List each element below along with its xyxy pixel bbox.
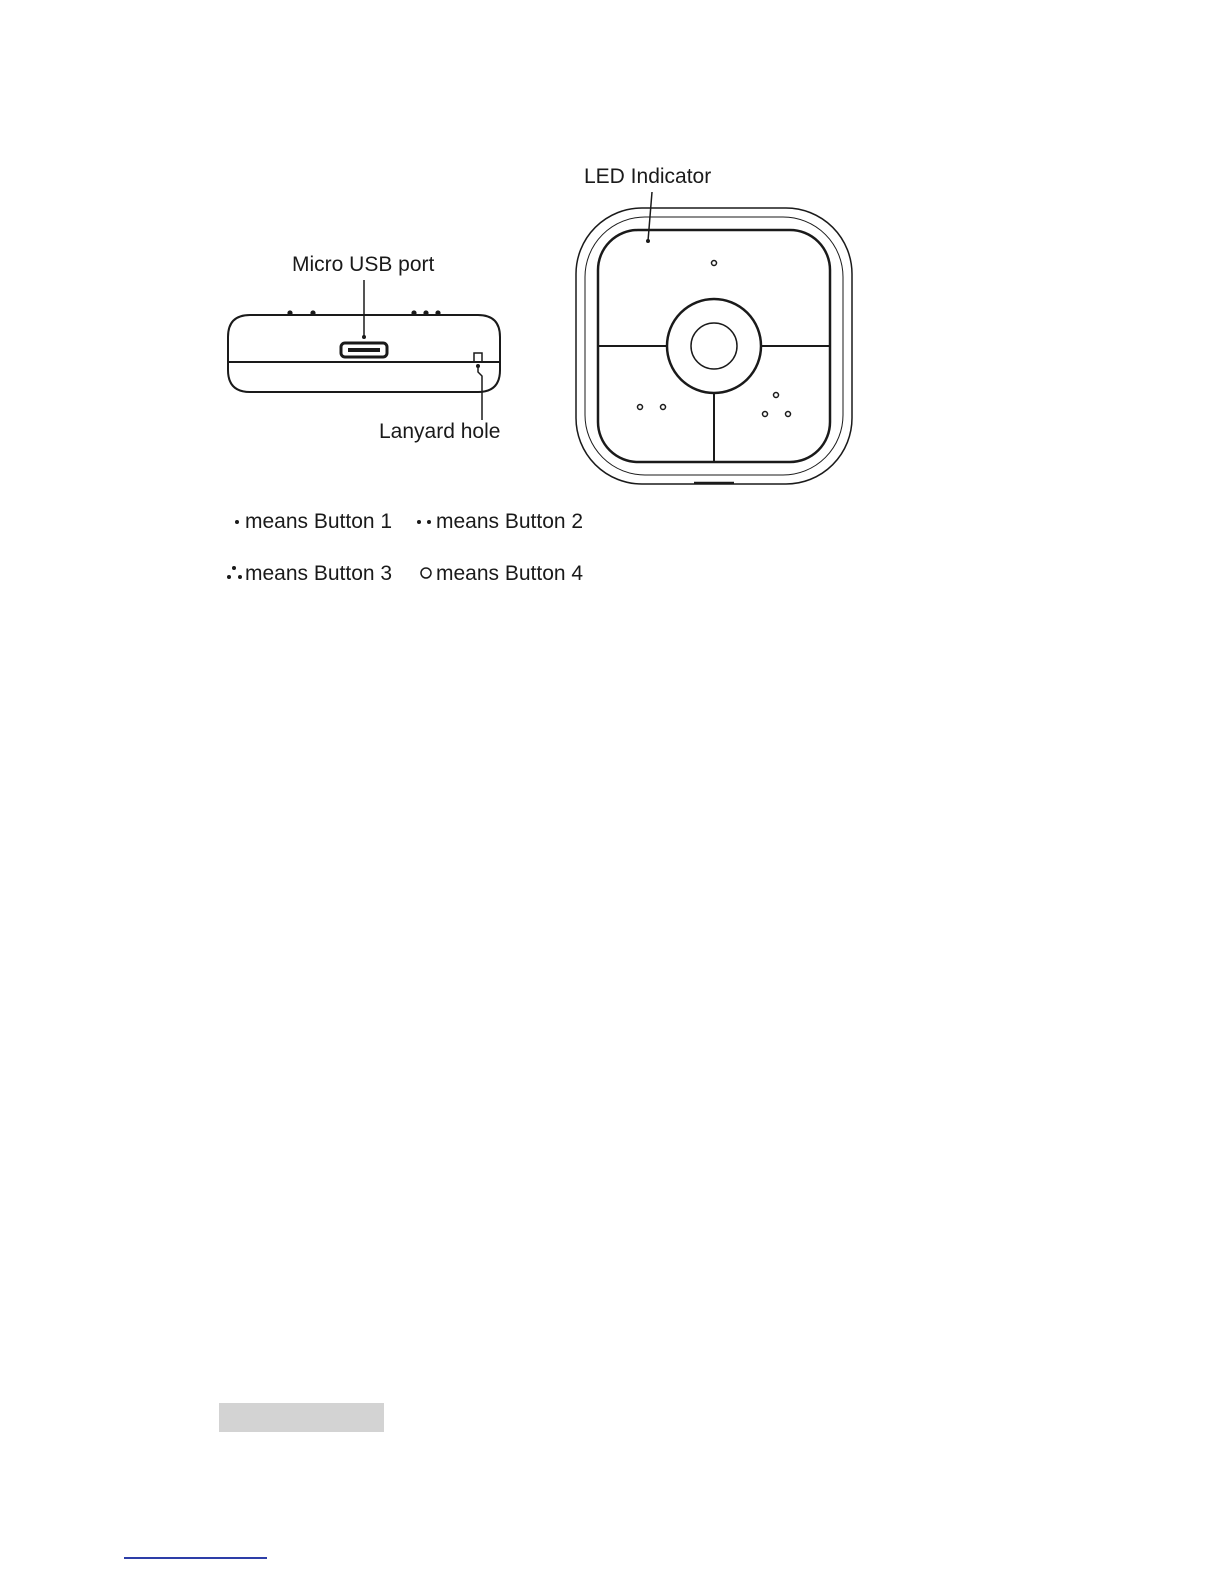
micro-usb-port-label: Micro USB port xyxy=(292,253,435,276)
button-3-marker-a xyxy=(774,393,779,398)
legend-item-button-2: means Button 2 xyxy=(436,510,584,533)
top-view xyxy=(576,208,852,484)
led-indicator-label: LED Indicator xyxy=(584,165,712,188)
three-dots-icon xyxy=(232,566,236,570)
button-3-marker-c xyxy=(786,412,791,417)
one-dot-icon xyxy=(235,520,239,524)
micro-usb-port xyxy=(341,343,387,357)
button-3-marker-b xyxy=(763,412,768,417)
button-2-marker-b xyxy=(661,405,666,410)
legend-item-button-3: means Button 3 xyxy=(245,562,393,585)
footer-link-underline xyxy=(124,1557,267,1559)
gray-placeholder-bar xyxy=(219,1403,384,1432)
legend-item-button-1: means Button 1 xyxy=(245,510,393,533)
legend-item-button-4: means Button 4 xyxy=(436,562,584,585)
button-1-marker xyxy=(712,261,717,266)
lanyard-hole-label: Lanyard hole xyxy=(379,420,501,443)
two-dots-icon xyxy=(417,520,421,524)
button-2-marker-a xyxy=(638,405,643,410)
lanyard-leader-line xyxy=(478,366,482,420)
circle-icon xyxy=(421,568,431,578)
lanyard-hole xyxy=(474,353,482,362)
